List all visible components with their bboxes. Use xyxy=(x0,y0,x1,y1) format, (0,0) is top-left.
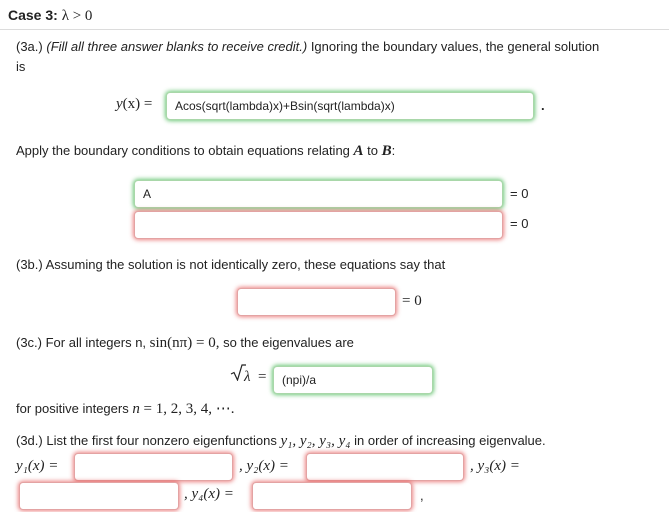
part-a-line2: is xyxy=(16,59,26,74)
y2-input[interactable] xyxy=(306,453,464,481)
n-var: n xyxy=(132,401,140,417)
eigenvalue-input[interactable] xyxy=(273,366,433,394)
part-c-text-pre: (3c.) For all integers n, xyxy=(16,335,147,350)
bc-equation-2-rhs: = 0 xyxy=(510,216,529,231)
positive-integers-text xyxy=(16,399,234,418)
general-solution-input[interactable] xyxy=(166,92,534,120)
bc-equation-1-rhs: = 0 xyxy=(510,186,529,201)
part-d-text xyxy=(16,433,546,450)
general-solution-label xyxy=(116,96,152,113)
lambda-symbol: λ xyxy=(244,369,251,385)
part-d-text-pre: (3d.) List the first four nonzero eigenfunctions xyxy=(16,433,277,448)
part-b-input[interactable] xyxy=(237,288,396,316)
part-c-text-post: so the eigenvalues are xyxy=(223,335,354,350)
part-d-text-post: in order of increasing eigenvalue. xyxy=(354,433,546,448)
sqrt-equals: = xyxy=(258,369,267,385)
bc-text-pre: Apply the boundary conditions to obtain equations relating xyxy=(16,143,350,158)
y-var: y xyxy=(116,96,123,112)
part-c-text xyxy=(16,335,354,352)
y1-input[interactable] xyxy=(74,453,233,481)
case-title: Case 3: xyxy=(8,7,58,23)
bc-text-to: to xyxy=(367,143,379,158)
y3-input[interactable] xyxy=(19,482,179,510)
y1-label: y₁(x) = xyxy=(16,458,59,474)
y3-label: , y₃(x) = xyxy=(470,458,520,474)
n-list: = 1, 2, 3, 4, ⋯. xyxy=(143,401,235,417)
y-of-x: (x) = xyxy=(122,96,153,112)
y4-input[interactable] xyxy=(252,482,412,510)
bc-equation-2-input[interactable] xyxy=(134,211,503,239)
period: . xyxy=(541,98,545,113)
var-b: B xyxy=(381,143,392,159)
case-condition: λ > 0 xyxy=(61,8,93,24)
trailing-comma: , xyxy=(420,488,424,503)
positive-integers-pre: for positive integers xyxy=(16,401,129,416)
part-a-text: Ignoring the boundary values, the general solution xyxy=(310,39,600,54)
bc-equation-1-input[interactable] xyxy=(134,180,503,208)
y2-label: , y₂(x) = xyxy=(239,458,289,474)
part-b-text: (3b.) Assuming the solution is not identically zero, these equations say that xyxy=(16,257,446,272)
divider xyxy=(0,29,669,30)
var-a: A xyxy=(353,143,364,159)
part-a-label: (3a.) xyxy=(16,39,43,54)
eigenfunction-list: y₁, y₂, y₃, y₄ xyxy=(280,433,351,449)
part-a-line1 xyxy=(16,39,599,54)
part-a-instruction: (Fill all three answer blanks to receive credit.) xyxy=(46,39,308,54)
sin-expression: sin(nπ) = 0, xyxy=(149,335,220,351)
part-b-rhs: = 0 xyxy=(402,293,422,309)
case-heading xyxy=(8,7,92,25)
bc-text xyxy=(16,143,395,160)
bc-colon: : xyxy=(391,143,396,158)
y4-label: , y₄(x) = xyxy=(184,486,234,502)
